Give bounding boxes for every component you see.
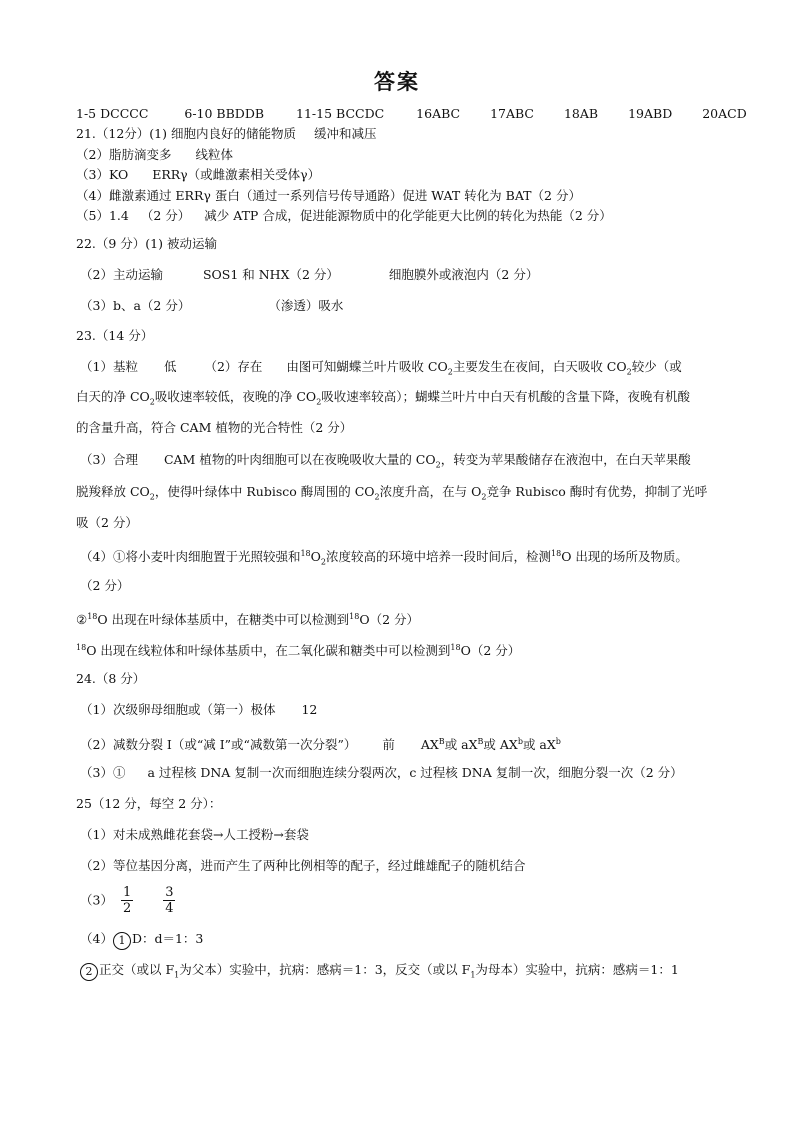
- q25-4-text: 为父本）实验中，抗病：感病＝1：3，反交（或以 F: [179, 962, 471, 977]
- q23-1-answer-b: 低: [163, 359, 177, 374]
- q23-line-6: 吸（2 分）: [76, 515, 138, 530]
- q22-line-1: 22.（9 分）(1) 被动运输: [76, 236, 217, 251]
- superscript: 18: [349, 612, 360, 621]
- fraction-one-half: [121, 885, 133, 916]
- q24-2-answer: （2）减数分裂 I（或“减 I”或“减数第一次分裂”）: [80, 737, 357, 753]
- q23-3-text: CAM 植物的叶肉细胞可以在夜晚吸收大量的 CO: [163, 452, 436, 467]
- q25-line-3: [80, 885, 179, 916]
- q25-line-2: （2）等位基因分离，进而产生了两种比例相等的配子，经过雌雄配子的随机结合: [80, 858, 526, 873]
- q23-line-7: [80, 545, 688, 572]
- q23-2-answer: （2）存在: [204, 359, 263, 374]
- q24-3-answer: （3）①: [80, 765, 126, 780]
- q22-3-answer: （3）b、a（2 分）: [80, 298, 191, 313]
- q22-2-answer-c: 细胞膜外或液泡内（2 分）: [388, 267, 539, 282]
- q25-line-1: （1）对未成熟雌花套袋→人工授粉→套袋: [80, 827, 309, 842]
- q23-4-text: O 出现在叶绿体基质中，在糖类中可以检测到: [97, 612, 350, 628]
- q25-3-label: （3）: [80, 892, 113, 908]
- genotype: 或 aX: [444, 737, 478, 753]
- q22-3-answer-b: （渗透）吸水: [268, 298, 344, 313]
- circled-number-2: 2: [80, 963, 98, 981]
- q25-4-text: 为母本）实验中，抗病：感病＝1：1: [475, 962, 679, 977]
- fraction-numerator: 1: [122, 885, 132, 900]
- q22-line-3: [80, 297, 343, 315]
- q24-line-1: [80, 701, 317, 719]
- q21-line-5: [76, 207, 612, 225]
- superscript: 18: [300, 549, 311, 558]
- q21-2-answer-b: 线粒体: [195, 147, 233, 162]
- q21-line-1: [76, 125, 376, 143]
- q22-line-2: [80, 266, 538, 284]
- subscript: 2: [435, 460, 441, 470]
- fraction-numerator: 3: [165, 885, 174, 900]
- q21-3-answer: （3）KO: [76, 167, 129, 182]
- mc-17: 17ABC: [490, 106, 534, 121]
- q23-text: 吸收速率较低，夜晚的净 CO: [154, 389, 317, 404]
- subscript: 2: [316, 397, 322, 407]
- q23-4-text: 浓度较高的环境中培养一段时间后，检测: [326, 549, 552, 565]
- q23-3-text: ，转变为苹果酸储存在液泡中，在白天苹果酸: [440, 452, 691, 467]
- subscript: 1: [174, 970, 180, 980]
- q25-header: 25（12 分，每空 2 分）：: [76, 796, 222, 811]
- fraction-denominator: 2: [122, 901, 132, 916]
- q23-3-text: 浓度升高，在与 O: [379, 484, 482, 499]
- q23-2-text: 较少（或: [631, 359, 682, 374]
- q23-4-text: O（2 分）: [460, 643, 521, 659]
- q23-4-text: O 出现在线粒体和叶绿体基质中，在二氧化碳和糖类中可以检测到: [86, 643, 451, 659]
- q25-4-answer: D：d＝1：3: [131, 931, 204, 946]
- mc-11-15: 11-15 BCCDC: [296, 106, 385, 121]
- circled-number-1: 1: [113, 932, 131, 950]
- q21-5-answer-b: 减少 ATP 合成，促进能源物质中的化学能更大比例的转化为热能（2 分）: [204, 208, 612, 223]
- subscript: 1: [470, 970, 476, 980]
- superscript: b: [517, 737, 523, 746]
- q24-1-answer-b: 12: [301, 702, 318, 717]
- q22-2-answer-b: SOS1 和 NHX（2 分）: [202, 267, 339, 282]
- q25-4-label: （4）: [80, 931, 113, 946]
- q23-3-text: ，使得叶绿体中 Rubisco 酶周围的 CO: [154, 484, 375, 499]
- subscript: 2: [374, 492, 380, 502]
- q22-2-answer: （2）主动运输: [80, 267, 163, 282]
- q23-line-3: 的含量升高，符合 CAM 植物的光合特性（2 分）: [76, 420, 353, 435]
- page-title: 答案: [374, 70, 420, 94]
- q23-4-text: O 出现的场所及物质。: [561, 549, 688, 565]
- genotype: AX: [420, 737, 439, 753]
- subscript: 2: [481, 492, 487, 502]
- q24-header: 24.（8 分）: [76, 671, 146, 686]
- mc-16: 16ABC: [416, 106, 461, 121]
- q21-3-answer-b: ERRγ（或雌激素相关受体γ）: [152, 167, 321, 182]
- superscript: 18: [551, 549, 562, 558]
- q23-line-9: [76, 608, 419, 629]
- subscript: 2: [447, 367, 453, 377]
- q23-3-text: 竞争 Rubisco 酶时有优势，抑制了光呼: [486, 484, 708, 499]
- q25-line-5: [80, 961, 679, 985]
- superscript: b: [555, 737, 561, 746]
- q21-line-4: （4）雌激素通过 ERRγ 蛋白（通过一系列信号传导通路）促进 WAT 转化为 BAT（2 分）: [76, 188, 581, 203]
- q23-4-text: ②: [76, 612, 88, 628]
- q24-2-answer-b: 前: [382, 737, 395, 753]
- superscript: B: [477, 737, 484, 746]
- q23-line-2: [76, 388, 690, 412]
- mc-20: 20ACD: [702, 106, 747, 121]
- subscript: 2: [149, 492, 155, 502]
- subscript: 2: [320, 557, 326, 567]
- subscript: 2: [149, 397, 155, 407]
- q23-4-text: （4）①将小麦叶肉细胞置于光照较强和: [80, 549, 301, 565]
- q23-text: 吸收速率较高）；蝴蝶兰叶片中白天有机酸的含量下降，夜晚有机酸: [321, 389, 691, 404]
- genotype: 或 AX: [483, 737, 518, 753]
- q24-1-answer: （1）次级卵母细胞或（第一）极体: [80, 702, 276, 717]
- q23-2-text: 主要发生在夜间，白天吸收 CO: [452, 359, 627, 374]
- q23-text: 白天的净 CO: [76, 389, 150, 404]
- q21-line-3: [76, 166, 320, 184]
- q21-1-answer-b: 缓冲和减压: [313, 126, 377, 141]
- q21-5-answer: （5）1.4: [76, 208, 129, 223]
- q23-1-answer: （1）基粒: [80, 359, 138, 374]
- q21-5-score: （2 分）: [140, 208, 191, 223]
- q23-line-10: [76, 639, 520, 660]
- q25-4-text: 正交（或以 F: [99, 962, 175, 977]
- fraction-denominator: 4: [165, 901, 174, 916]
- q24-3-answer-b: a 过程核 DNA 复制一次而细胞连续分裂两次，c 过程核 DNA 复制一次，细胞分裂一次（2 分）: [147, 765, 683, 780]
- superscript: B: [438, 737, 445, 746]
- subscript: 2: [626, 367, 632, 377]
- q23-line-5: [76, 483, 707, 507]
- q23-3-answer: （3）合理: [80, 452, 138, 467]
- fraction-three-quarters: [163, 885, 175, 916]
- q21-1-answer: 21.（12分）(1) 细胞内良好的储能物质: [76, 126, 296, 141]
- superscript: 18: [450, 643, 461, 652]
- q23-line-4: [80, 451, 691, 475]
- superscript: 18: [76, 643, 87, 652]
- q23-line-1: [80, 358, 682, 382]
- q21-2-answer: （2）脂肪滴变多: [76, 147, 172, 162]
- mc-18: 18AB: [563, 106, 599, 121]
- q23-4-text: O: [310, 549, 321, 565]
- q23-4-text: O（2 分）: [359, 612, 420, 628]
- mc-6-10: 6-10 BBDDB: [184, 106, 265, 121]
- q23-header: 23.（14 分）: [76, 328, 154, 343]
- genotype: 或 aX: [522, 737, 556, 753]
- q24-line-2: [80, 733, 561, 754]
- mc-19: 19ABD: [628, 106, 673, 121]
- mc-1-5: 1-5 DCCCC: [76, 106, 149, 121]
- q23-3-text: 脱羧释放 CO: [76, 484, 150, 499]
- q23-line-8: （2 分）: [80, 578, 130, 593]
- q25-line-4: [80, 930, 203, 950]
- q23-2-text: 由图可知蝴蝶兰叶片吸收 CO: [286, 359, 448, 374]
- superscript: 18: [87, 612, 98, 621]
- q21-line-2: [76, 146, 233, 164]
- q24-line-3: [80, 764, 683, 782]
- mc-answers-line: [76, 105, 747, 123]
